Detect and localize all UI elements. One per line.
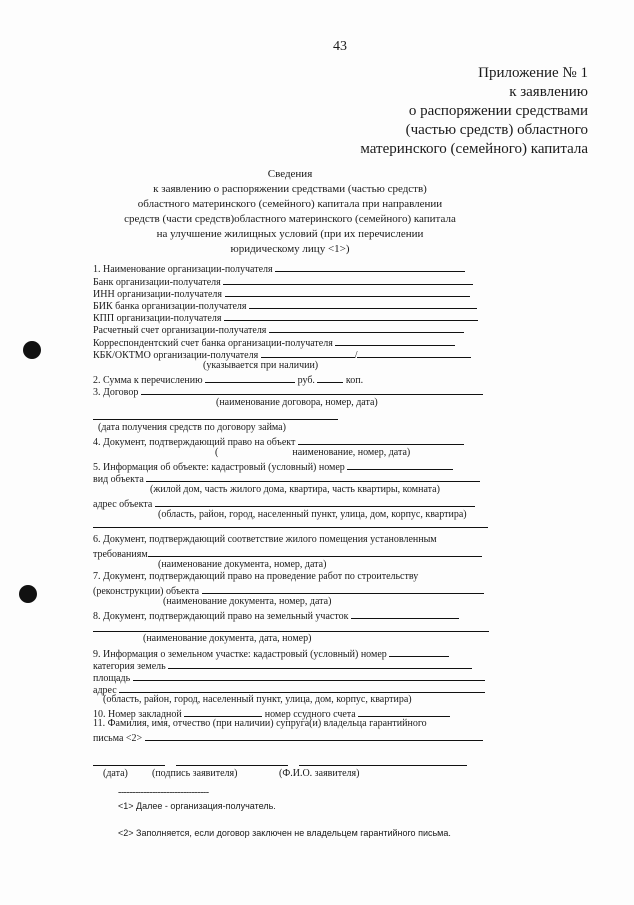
field-label: (реконструкции) объекта bbox=[93, 586, 200, 597]
appendix-line: о распоряжении средствами bbox=[408, 103, 588, 119]
field-label: площадь bbox=[93, 673, 131, 684]
caption-name: (Ф.И.О. заявителя) bbox=[279, 768, 360, 779]
appendix-line: (частью средств) областного bbox=[405, 122, 588, 138]
fill-line[interactable] bbox=[347, 460, 453, 470]
fill-line[interactable] bbox=[168, 659, 472, 669]
field-label: 3. Договор bbox=[93, 387, 139, 398]
fill-line[interactable] bbox=[357, 348, 471, 358]
field-label: 2. Сумма к перечислению bbox=[93, 375, 203, 386]
fill-line[interactable] bbox=[93, 518, 488, 528]
field-label: 9. Информация о земельном участке: кадастровый (условный) номер bbox=[93, 649, 387, 660]
separator: / bbox=[354, 350, 358, 361]
heading-line: на улучшение жилищных условий (при их перечислении bbox=[156, 228, 424, 240]
heading-title: Сведения bbox=[267, 168, 313, 180]
punch-hole-bottom bbox=[19, 585, 37, 603]
appendix-line: к заявлению bbox=[509, 84, 588, 100]
fill-line[interactable] bbox=[93, 622, 489, 632]
hint-construction-doc: (наименование документа, номер, дата) bbox=[163, 596, 332, 607]
fill-line[interactable] bbox=[223, 275, 473, 285]
field-label: Банк организации-получателя bbox=[93, 277, 221, 288]
fill-line[interactable] bbox=[335, 336, 455, 346]
hint-text: наименование, номер, дата) bbox=[292, 447, 411, 458]
fill-line[interactable] bbox=[146, 472, 480, 482]
fill-line[interactable] bbox=[358, 707, 450, 717]
fill-line[interactable] bbox=[141, 385, 483, 395]
heading-block bbox=[80, 167, 500, 257]
field-label: 10. Номер закладной bbox=[93, 709, 182, 720]
fill-line[interactable] bbox=[145, 731, 483, 741]
fill-line[interactable] bbox=[225, 287, 470, 297]
footnote-2: <2> Заполняется, если договор заключен не владельцем гарантийного письма. bbox=[118, 828, 451, 838]
field-label: категория земель bbox=[93, 661, 166, 672]
hint-kbk: (указывается при наличии) bbox=[203, 360, 319, 371]
footnote-rule: -------------------------------- bbox=[118, 787, 209, 798]
hint-contract: (наименование договора, номер, дата) bbox=[216, 397, 378, 408]
hint-ownership-doc bbox=[215, 448, 410, 458]
fill-line[interactable] bbox=[351, 609, 459, 619]
field-label: адрес bbox=[93, 685, 117, 696]
hint-land-address: (область, район, город, населенный пункт, улица, дом, корпус, квартира) bbox=[103, 694, 412, 705]
field-label: Корреспондентский счет банка организации-получателя bbox=[93, 338, 333, 349]
heading-line: юридическому лицу <1>) bbox=[230, 243, 350, 255]
appendix-line: материнского (семейного) капитала bbox=[360, 141, 588, 157]
unit-label: руб. bbox=[297, 375, 315, 386]
appendix-block bbox=[288, 64, 588, 159]
appendix-line: Приложение № 1 bbox=[478, 65, 588, 81]
hint-land-doc: (наименование документа, дата, номер) bbox=[143, 633, 312, 644]
field-construction-doc-a: 7. Документ, подтверждающий право на проведение работ по строительству bbox=[93, 571, 419, 582]
fill-line[interactable] bbox=[224, 311, 478, 321]
field-label: требованиям bbox=[93, 549, 148, 560]
field-account bbox=[93, 323, 464, 336]
fill-line[interactable] bbox=[298, 435, 464, 445]
hint-loan-date: (дата получения средств по договору займа) bbox=[98, 422, 286, 433]
field-recipient-name bbox=[93, 262, 465, 275]
fill-line[interactable] bbox=[261, 348, 355, 358]
fill-line[interactable] bbox=[389, 647, 449, 657]
field-label: 1. Наименование организации-получателя bbox=[93, 264, 273, 275]
field-compliance-doc-a: 6. Документ, подтверждающий соответствие жилого помещения установленным bbox=[93, 534, 437, 545]
fill-line[interactable] bbox=[202, 584, 484, 594]
fill-line[interactable] bbox=[205, 373, 295, 383]
heading-line: средств (части средств)областного материнского (семейного) капитала bbox=[124, 213, 456, 225]
name-line[interactable] bbox=[299, 756, 467, 766]
field-label: Расчетный счет организации-получателя bbox=[93, 325, 267, 336]
field-label: 8. Документ, подтверждающий право на земельный участок bbox=[93, 611, 349, 622]
fill-line[interactable] bbox=[119, 683, 485, 693]
field-spouse bbox=[93, 731, 483, 744]
signature-line[interactable] bbox=[176, 756, 288, 766]
footnote-1: <1> Далее - организация-получатель. bbox=[118, 801, 276, 811]
field-label: письма <2> bbox=[93, 733, 143, 744]
field-label: БИК банка организации-получателя bbox=[93, 301, 247, 312]
hint-compliance-doc: (наименование документа, номер, дата) bbox=[158, 559, 327, 570]
field-land-doc bbox=[93, 609, 459, 622]
heading-line: к заявлению о распоряжении средствами (частью средств) bbox=[153, 183, 427, 195]
fill-line[interactable] bbox=[249, 299, 477, 309]
fill-line[interactable] bbox=[269, 323, 464, 333]
fill-line[interactable] bbox=[155, 497, 475, 507]
field-label: КПП организации-получателя bbox=[93, 313, 222, 324]
fill-line[interactable] bbox=[133, 671, 485, 681]
unit-label: коп. bbox=[345, 375, 364, 386]
page-number: 43 bbox=[333, 39, 347, 54]
field-label: КБК/ОКТМО организации-получателя bbox=[93, 350, 259, 361]
object-address-extra-line bbox=[93, 518, 488, 531]
field-label: вид объекта bbox=[93, 474, 144, 485]
caption-date: (дата) bbox=[103, 768, 128, 779]
fill-line[interactable] bbox=[184, 707, 262, 717]
field-label: адрес объекта bbox=[93, 499, 153, 510]
date-line[interactable] bbox=[93, 756, 165, 766]
fill-line[interactable] bbox=[93, 410, 338, 420]
fill-line[interactable] bbox=[275, 262, 465, 272]
punch-hole-top bbox=[23, 341, 41, 359]
fill-line[interactable] bbox=[148, 547, 482, 557]
hint-object-address: (область, район, город, населенный пункт, улица, дом, корпус, квартира) bbox=[158, 509, 467, 520]
caption-signature: (подпись заявителя) bbox=[152, 768, 238, 779]
fill-line[interactable] bbox=[317, 373, 343, 383]
field-label: 4. Документ, подтверждающий право на объект bbox=[93, 437, 296, 448]
paren: ( bbox=[215, 447, 219, 458]
heading-line: областного материнского (семейного) капитала при направлении bbox=[137, 198, 443, 210]
hint-object-kind: (жилой дом, часть жилого дома, квартира, часть квартиры, комната) bbox=[150, 484, 440, 495]
field-label: номер ссудного счета bbox=[264, 709, 356, 720]
field-spouse-a: 11. Фамилия, имя, отчество (при наличии) супруга(и) владельца гарантийного bbox=[93, 718, 427, 729]
field-label: 5. Информация об объекте: кадастровый (условный) номер bbox=[93, 462, 345, 473]
field-label: ИНН организации-получателя bbox=[93, 289, 222, 300]
